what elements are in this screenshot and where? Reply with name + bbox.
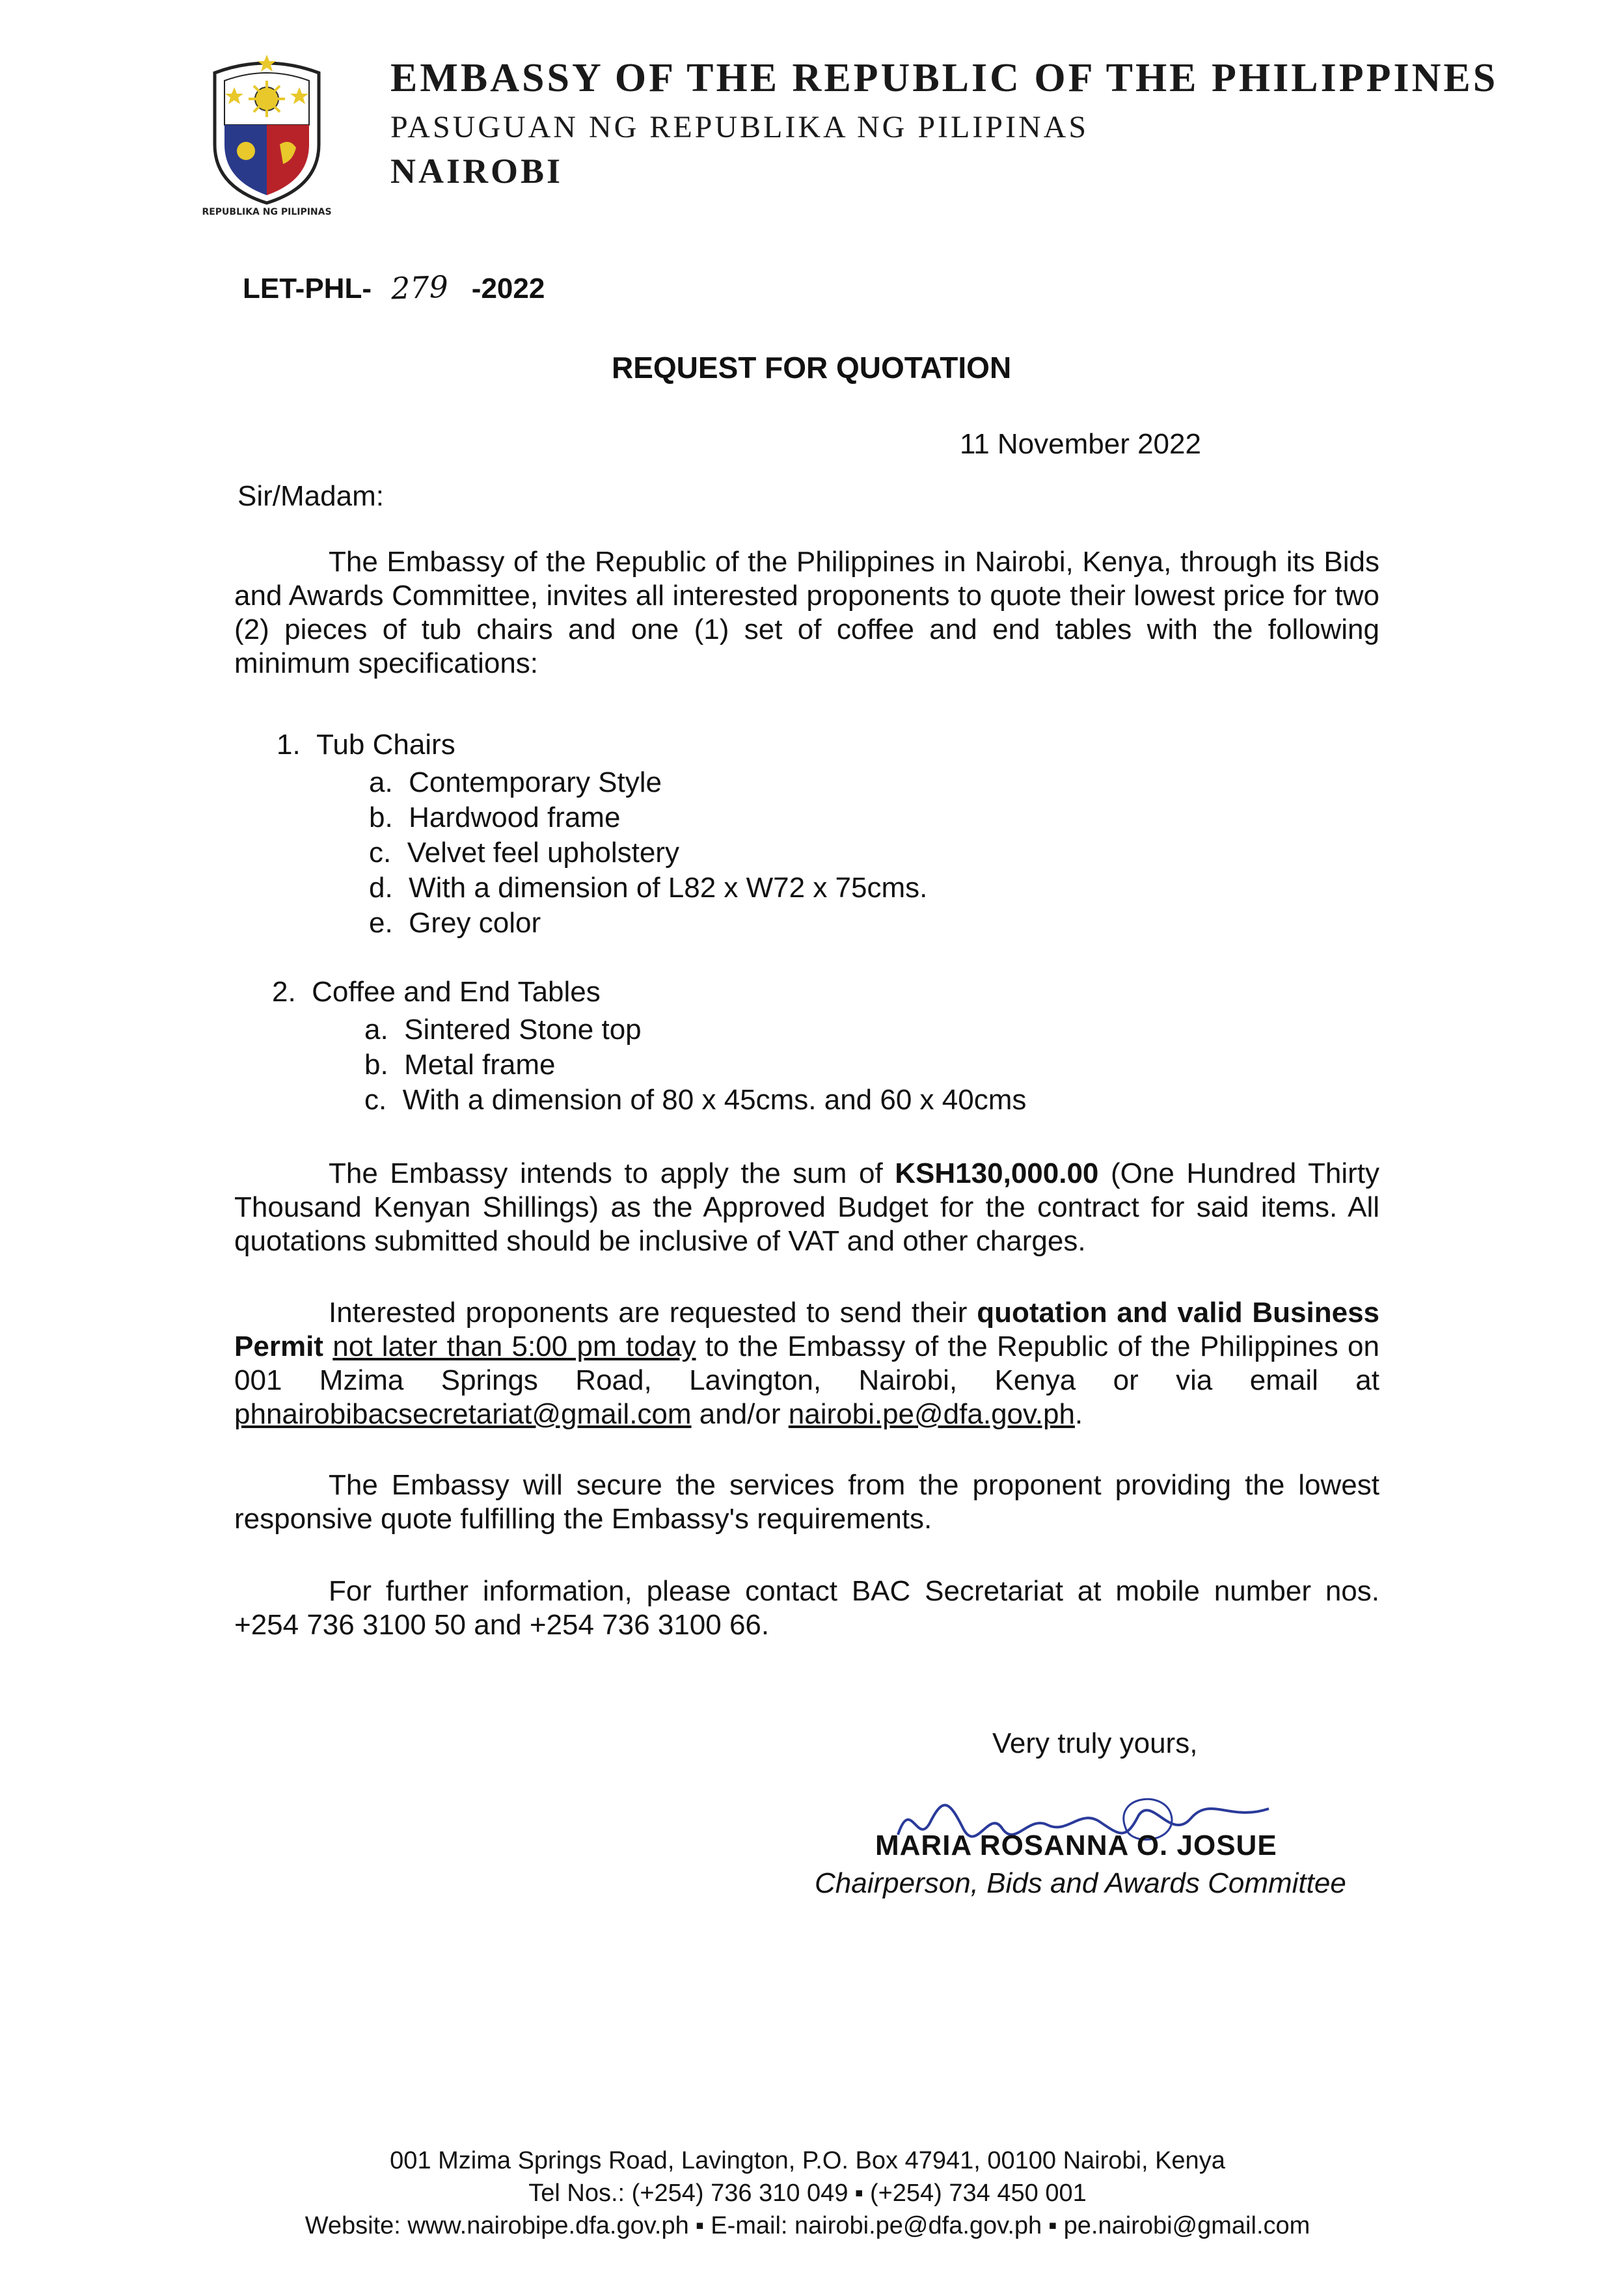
footer-separator: ▪ xyxy=(1048,2212,1057,2239)
submission-deadline: not later than 5:00 pm today xyxy=(332,1330,696,1362)
spec-text: Grey color xyxy=(409,907,541,939)
item-number: 2. xyxy=(272,976,296,1008)
spec-text: Metal frame xyxy=(404,1049,556,1081)
header-filipino-name: PASUGUAN NG REPUBLIKA NG PILIPINAS xyxy=(390,110,1089,144)
submission-paragraph xyxy=(234,1296,1379,1431)
spec-text: Hardwood frame xyxy=(409,802,621,833)
footer-phone-1: (+254) 736 310 049 xyxy=(631,2180,848,2207)
spec-item xyxy=(369,872,927,904)
spec-letter: b. xyxy=(364,1049,388,1081)
footer-address: 001 Mzima Springs Road, Lavington, P.O. Box 47941, 00100 Nairobi, Kenya xyxy=(390,2147,1225,2174)
salutation: Sir/Madam: xyxy=(238,480,384,512)
spec-text: Velvet feel upholstery xyxy=(407,837,679,869)
spec-letter: c. xyxy=(369,837,392,869)
spec-text: With a dimension of 80 x 45cms. and 60 x 40cms xyxy=(402,1084,1027,1116)
contact-text: For further information, please contact BAC Secretariat at mobile number nos. +254 736 3100 50 and +254 736 3100 66. xyxy=(234,1575,1379,1641)
award-text: The Embassy will secure the services from the proponent providing the lowest responsive quote fulfilling the Embassy's requirements. xyxy=(234,1469,1379,1535)
submission-text: Interested proponents are requested to send their xyxy=(329,1297,977,1329)
submission-text xyxy=(323,1330,332,1362)
embassy-email-link[interactable]: nairobi.pe@dfa.gov.ph xyxy=(788,1398,1075,1430)
item-name: Coffee and End Tables xyxy=(312,976,601,1008)
spec-item xyxy=(364,1049,555,1081)
item-name: Tub Chairs xyxy=(316,729,455,761)
list-item xyxy=(277,729,455,761)
philippine-seal-icon xyxy=(195,47,338,216)
spec-item xyxy=(364,1014,642,1046)
reference-suffix: -2022 xyxy=(471,273,545,304)
spec-text: With a dimension of L82 x W72 x 75cms. xyxy=(409,872,928,904)
spec-letter: e. xyxy=(369,907,393,939)
footer-email-link-2[interactable]: pe.nairobi@gmail.com xyxy=(1063,2212,1310,2239)
award-paragraph xyxy=(234,1468,1379,1536)
budget-paragraph xyxy=(234,1157,1379,1258)
contact-paragraph xyxy=(234,1574,1379,1642)
submission-text: . xyxy=(1074,1398,1083,1430)
footer-phones xyxy=(0,2180,1615,2208)
intro-text: The Embassy of the Republic of the Philippines in Nairobi, Kenya, through its Bids and Awards Committee, invites all interested proponents to quote their lowest price for two (2) pieces of tub chairs and one (1) set of coffee and end tables with the following minimum specifications: xyxy=(234,546,1379,679)
seal-caption: REPUBLIKA NG PILIPINAS xyxy=(202,207,332,216)
spec-letter: a. xyxy=(369,766,393,798)
signatory-name: MARIA ROSANNA O. JOSUE xyxy=(875,1830,1277,1861)
footer-separator: ▪ xyxy=(695,2212,705,2239)
bac-email-link[interactable]: phnairobibacsecretariat@gmail.com xyxy=(234,1398,692,1430)
spec-text: Sintered Stone top xyxy=(404,1014,642,1046)
document-date: 11 November 2022 xyxy=(960,428,1201,460)
footer-separator: ▪ xyxy=(854,2180,863,2207)
footer-phone-2: (+254) 734 450 001 xyxy=(869,2180,1087,2207)
footer-website-link[interactable]: www.nairobipe.dfa.gov.ph xyxy=(407,2212,689,2239)
footer-email-link-1[interactable]: nairobi.pe@dfa.gov.ph xyxy=(794,2212,1042,2239)
reference-number xyxy=(243,270,545,305)
header-city: NAIROBI xyxy=(390,152,563,191)
spec-item xyxy=(369,802,620,834)
submission-text: and/or xyxy=(691,1398,789,1430)
list-item xyxy=(272,976,601,1008)
closing: Very truly yours, xyxy=(992,1727,1198,1759)
reference-handwritten-number: 279 xyxy=(390,269,449,306)
spec-letter: a. xyxy=(364,1014,388,1046)
submission-text: to the Embassy of the Republic of the Philippines on 001 Mzima Springs Road, Lavington, Nairobi, Kenya or via email at xyxy=(234,1330,1379,1396)
reference-prefix: LET-PHL- xyxy=(243,273,372,304)
footer-tel-label: Tel Nos.: xyxy=(528,2180,625,2207)
intro-paragraph xyxy=(234,545,1379,681)
spec-text: Contemporary Style xyxy=(409,766,662,798)
item-number: 1. xyxy=(277,729,301,761)
spec-item xyxy=(369,766,662,799)
budget-text-after: (One Hundred Thirty Thousand Kenyan Shillings) as the Approved Budget for the contract for said items. All quotations submitted should be inclusive of VAT and other charges. xyxy=(234,1157,1379,1257)
spec-letter: c. xyxy=(364,1084,387,1116)
budget-text-before: The Embassy intends to apply the sum of xyxy=(329,1157,895,1189)
footer-website-label: Website: xyxy=(305,2212,401,2239)
spec-item xyxy=(369,837,679,869)
signatory-position: Chairperson, Bids and Awards Committee xyxy=(815,1867,1346,1899)
document-title: REQUEST FOR QUOTATION xyxy=(612,351,1012,385)
spec-letter: b. xyxy=(369,802,393,833)
footer-email-label: E-mail: xyxy=(711,2212,788,2239)
footer-web-email xyxy=(0,2212,1615,2240)
spec-letter: d. xyxy=(369,872,393,904)
spec-item xyxy=(369,907,541,939)
header-embassy-name: EMBASSY OF THE REPUBLIC OF THE PHILIPPINES xyxy=(390,56,1499,100)
budget-amount: KSH130,000.00 xyxy=(895,1157,1099,1189)
submission-requirements: quotation and valid Business Permit xyxy=(234,1297,1380,1362)
spec-item xyxy=(364,1084,1026,1116)
